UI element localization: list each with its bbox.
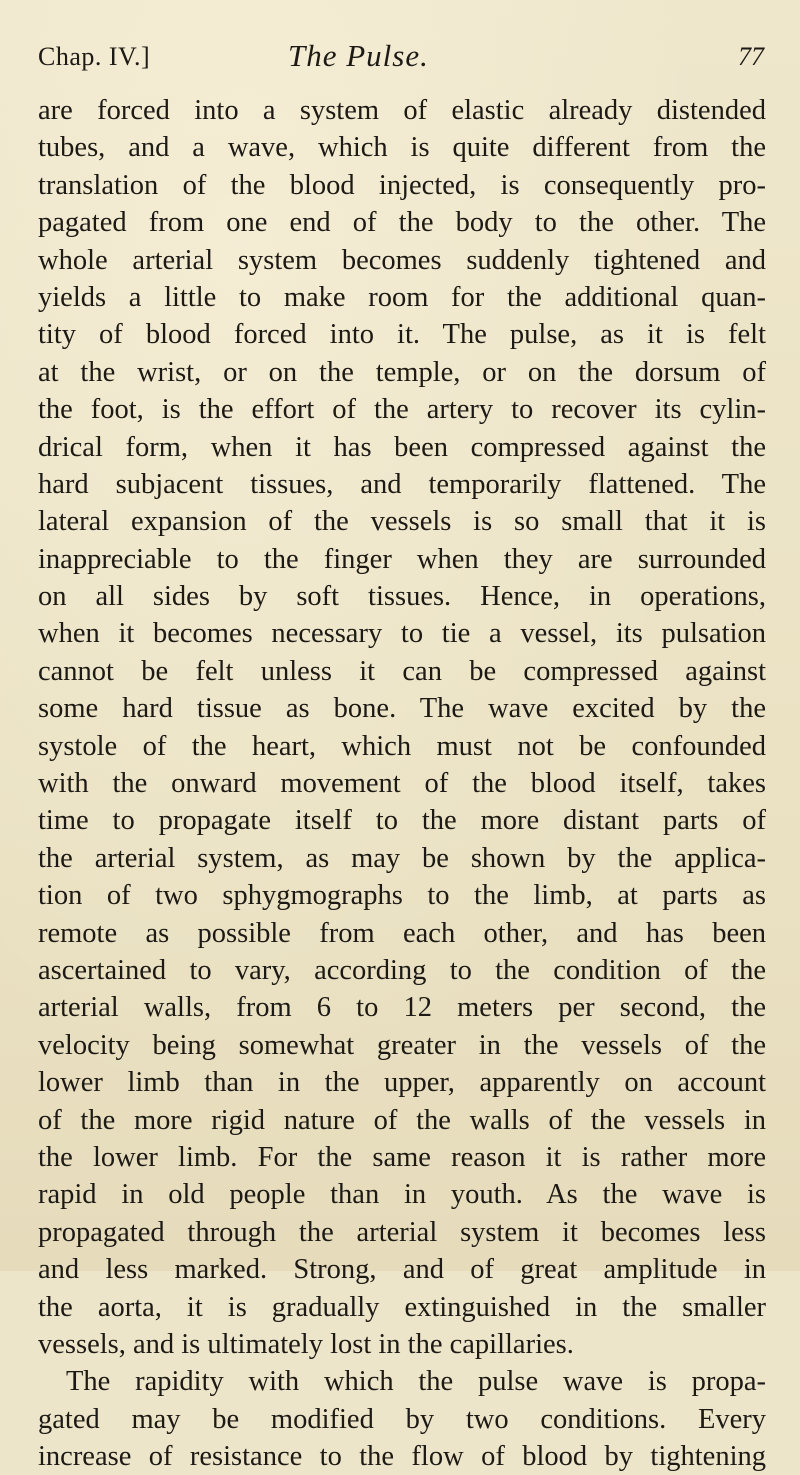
text-line: of the more rigid nature of the walls of the vessels in <box>38 1104 766 1136</box>
text-line: the arterial system, as may be shown by the applica- <box>38 842 766 874</box>
text-line: drical form, when it has been compressed against the <box>38 431 766 463</box>
text-line: velocity being somewhat greater in the vessels of the <box>38 1029 766 1061</box>
text-line: on all sides by soft tissues. Hence, in operations, <box>38 581 766 613</box>
body-text <box>38 92 766 1475</box>
text-line: the aorta, it is gradually extinguished in the smaller <box>38 1291 766 1323</box>
paragraph-2 <box>38 1363 766 1475</box>
text-line: systole of the heart, which must not be confounded <box>38 730 766 762</box>
text-line: hard subjacent tissues, and temporarily flattened. The <box>38 468 766 500</box>
text-line: increase of resistance to the flow of blood by tightening <box>38 1441 766 1473</box>
text-line: when it becomes necessary to tie a vessel, its pulsation <box>38 618 766 650</box>
text-line: ascertained to vary, according to the condition of the <box>38 954 766 986</box>
text-line: some hard tissue as bone. The wave excited by the <box>38 693 766 725</box>
text-line: propagated through the arterial system it becomes less <box>38 1216 766 1248</box>
text-line: whole arterial system becomes suddenly tightened and <box>38 244 766 276</box>
text-line: gated may be modified by two conditions. Every <box>38 1403 766 1435</box>
page-number: 77 <box>738 42 764 71</box>
text-line: are forced into a system of elastic already distended <box>38 95 766 126</box>
chapter-label: Chap. IV.] <box>38 42 151 71</box>
text-line: pagated from one end of the body to the other. The <box>38 207 766 239</box>
text-line: at the wrist, or on the temple, or on the dorsum of <box>38 356 766 388</box>
text-line: The rapidity with which the pulse wave is propa- <box>66 1366 766 1398</box>
text-line: the lower limb. For the same reason it is rather more <box>38 1141 766 1173</box>
text-line: translation of the blood injected, is consequently pro- <box>38 169 766 201</box>
paragraph-1 <box>38 92 766 1363</box>
text-line: rapid in old people than in youth. As the wave is <box>38 1179 766 1211</box>
text-line: time to propagate itself to the more distant parts of <box>38 805 766 837</box>
text-line: the foot, is the effort of the artery to recover its cylin- <box>38 394 766 426</box>
text-line: arterial walls, from 6 to 12 meters per second, the <box>38 992 766 1024</box>
text-line: tity of blood forced into it. The pulse, as it is felt <box>38 319 766 351</box>
text-line: cannot be felt unless it can be compressed against <box>38 655 766 687</box>
text-line: tubes, and a wave, which is quite different from the <box>38 132 766 164</box>
text-line: tion of two sphygmographs to the limb, at parts as <box>38 880 766 912</box>
text-line: lateral expansion of the vessels is so small that it is <box>38 506 766 538</box>
running-title: The Pulse. <box>288 38 429 73</box>
text-line: vessels, and is ultimately lost in the capillaries. <box>38 1328 574 1360</box>
text-line: yields a little to make room for the additional quan- <box>38 281 766 313</box>
running-header <box>38 38 764 78</box>
text-line: with the onward movement of the blood itself, takes <box>38 768 766 800</box>
text-line: inappreciable to the finger when they are surrounded <box>38 543 766 575</box>
text-line: lower limb than in the upper, apparently on account <box>38 1067 766 1099</box>
text-line: and less marked. Strong, and of great amplitude in <box>38 1254 766 1286</box>
text-line: remote as possible from each other, and has been <box>38 917 766 949</box>
